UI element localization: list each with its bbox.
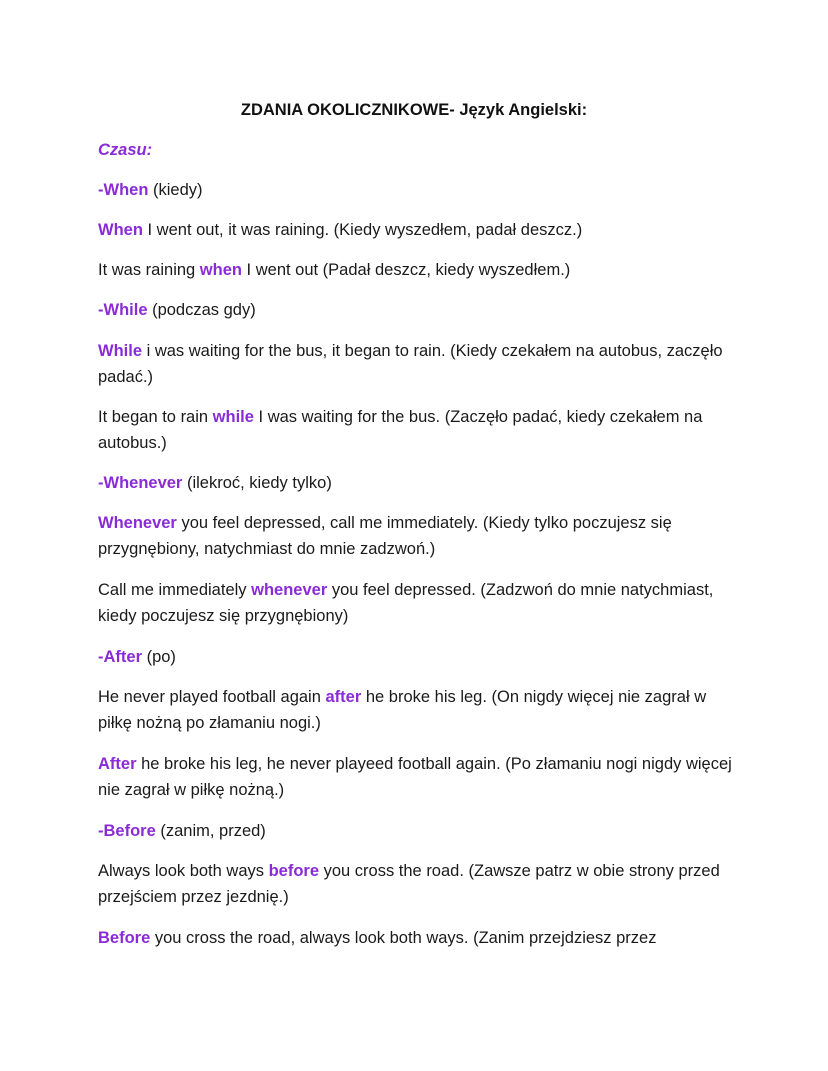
text-after: you feel depressed. (Zadzwoń do mnie natychmiast, kiedy poczujesz się przygnębiony): [98, 581, 714, 625]
keyword: whenever: [251, 581, 328, 599]
text-after: you feel depressed, call me immediately. (Kiedy tylko poczujesz się przygnębiony, natychmiast do mnie zadzwoń.): [98, 514, 672, 558]
paragraph-line: [98, 684, 738, 736]
keyword: while: [212, 408, 254, 426]
keyword: -Before: [98, 822, 156, 840]
text-after: (ilekroć, kiedy tylko): [182, 474, 332, 492]
paragraph-line: [98, 818, 738, 844]
text-after: (po): [142, 648, 176, 666]
text-after: I went out, it was raining. (Kiedy wyszedłem, padał deszcz.): [142, 221, 583, 239]
keyword: Whenever: [98, 514, 177, 532]
keyword: -While: [98, 301, 148, 319]
text-after: he broke his leg. (On nigdy więcej nie zagrał w piłkę nożną po złamaniu nogi.): [98, 688, 707, 732]
section-heading-text: Czasu:: [98, 141, 153, 159]
paragraph-line: [98, 217, 738, 243]
keyword: after: [325, 688, 362, 706]
keyword: Before: [98, 929, 151, 947]
text-after: you cross the road. (Zawsze patrz w obie strony przed przejściem przez jezdnię.): [98, 862, 720, 906]
text-before: It began to rain: [98, 408, 213, 426]
keyword: When: [98, 221, 143, 239]
text-after: (zanim, przed): [155, 822, 266, 840]
text-after: I was waiting for the bus. (Zaczęło padać, kiedy czekałem na autobus.): [98, 408, 703, 452]
text-after: he broke his leg, he never playeed football again. (Po złamaniu nogi nigdy więcej nie zagrał w piłkę nożną.): [98, 755, 732, 799]
keyword: when: [199, 261, 242, 279]
paragraph-line: [98, 470, 738, 496]
text-before: Always look both ways: [98, 862, 269, 880]
paragraph-line: [98, 751, 738, 803]
keyword: before: [268, 862, 320, 880]
paragraph-line: [98, 925, 738, 951]
paragraph-line: [98, 404, 738, 456]
keyword: After: [98, 755, 137, 773]
keyword: -Whenever: [98, 474, 183, 492]
paragraph-line: [98, 338, 738, 390]
paragraph-line: [98, 297, 738, 323]
text-after: you cross the road, always look both ways. (Zanim przejdziesz przez: [150, 929, 657, 947]
keyword: -After: [98, 648, 142, 666]
paragraph-line: [98, 644, 738, 670]
section-heading: [98, 137, 738, 163]
text-after: i was waiting for the bus, it began to rain. (Kiedy czekałem na autobus, zaczęło padać.): [98, 342, 723, 386]
text-before: He never played football again: [98, 688, 326, 706]
paragraph-line: [98, 577, 738, 629]
paragraph-line: [98, 177, 738, 203]
keyword: -When: [98, 181, 149, 199]
text-before: Call me immediately: [98, 581, 252, 599]
text-after: I went out (Padał deszcz, kiedy wyszedłem.): [241, 261, 571, 279]
paragraph-line: [98, 858, 738, 910]
text-after: (kiedy): [148, 181, 203, 199]
keyword: While: [98, 342, 142, 360]
paragraph-line: [98, 257, 738, 283]
text-before: It was raining: [98, 261, 200, 279]
text-after: (podczas gdy): [147, 301, 256, 319]
paragraph-line: [98, 510, 738, 562]
document-title: ZDANIA OKOLICZNIKOWE- Język Angielski:: [240, 101, 588, 119]
